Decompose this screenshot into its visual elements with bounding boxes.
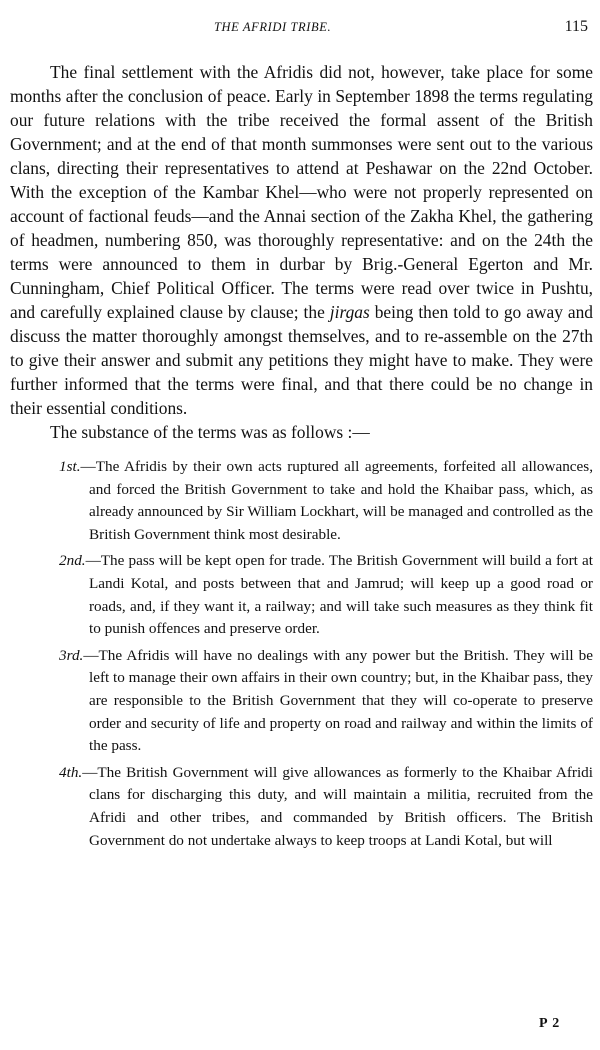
terms-list [10, 456, 593, 852]
paragraph-settlement [10, 60, 593, 420]
term-ordinal: 2nd. [59, 552, 86, 570]
term-item [10, 762, 593, 852]
term-text: —The pass will be kept open for trade. The British Government will build a fort at Landi Kotal, and posts between that and Jamrud; will keep up a good road or roads, and, if they want it, a railway; and will take such measures as they think fit to punish offences and preserve order. [85, 552, 593, 638]
term-item [10, 550, 593, 640]
terms-intro: The substance of the terms was as follows :— [50, 422, 370, 442]
term-ordinal: 4th. [59, 763, 83, 781]
term-text: —The Afridis by their own acts ruptured all agreements, forfeited all allowances, and forced the British Government to take and hold the Khaibar pass, which, as already announced by Sir William Lockhart, will be managed and controlled as the British Government think most desirable. [80, 458, 593, 543]
page-number: 115 [564, 18, 588, 35]
running-head [0, 20, 600, 42]
term-ordinal: 1st. [59, 458, 81, 475]
term-item [10, 645, 593, 758]
term-text: —The Afridis will have no dealings with any power but the British. They will be left to manage their own affairs in their own country; but, in the Khaibar pass, they are responsible to the British Government that they will co-operate to preserve order and security of life and property on road and railway and within the limits of the pass. [83, 646, 593, 755]
body-text [10, 60, 593, 856]
paragraph-text-b: being then told to go away and discuss the matter thoroughly amongst themselves, and to re-assemble on the 27th to give their answer and submit any petitions they might have to make. They were further informed that the terms were final, and that there could be no change in their essential conditions. [10, 302, 593, 418]
term-item [10, 456, 593, 546]
term-ordinal: 3rd. [59, 646, 84, 664]
paragraph-text-a: The final settlement with the Afridis did not, however, take place for some months after the conclusion of peace. Early in September 1898 the terms regulating our future relations with the tribe received the formal assent of the British Government; and at the end of that month summonses were sent out to the various clans, directing their representatives to attend at Peshawar on the 22nd October. With the exception of the Kambar Khel—who were not properly represented on account of factional feuds—and the Annai section of the Zakha Khel, the gathering of headmen, numbering 850, was thoroughly representative: and on the 24th the terms were announced to them in durbar by Brig.-General Egerton and Mr. Cunningham, Chief Political Officer. The terms were read over twice in Pushtu, and carefully explained clause by clause; the [10, 62, 593, 322]
signature-mark: P 2 [539, 1016, 561, 1031]
term-text: —The British Government will give allowances as formerly to the Khaibar Afridi clans for discharging this duty, and will maintain a militia, recruited from the Afridi and other tribes, and commanded by British officers. The British Government do not undertake always to keep troops at Landi Kotal, but will [82, 763, 593, 849]
running-title: THE AFRIDI TRIBE. [214, 20, 332, 34]
italic-jirgas: jirgas [329, 302, 370, 322]
